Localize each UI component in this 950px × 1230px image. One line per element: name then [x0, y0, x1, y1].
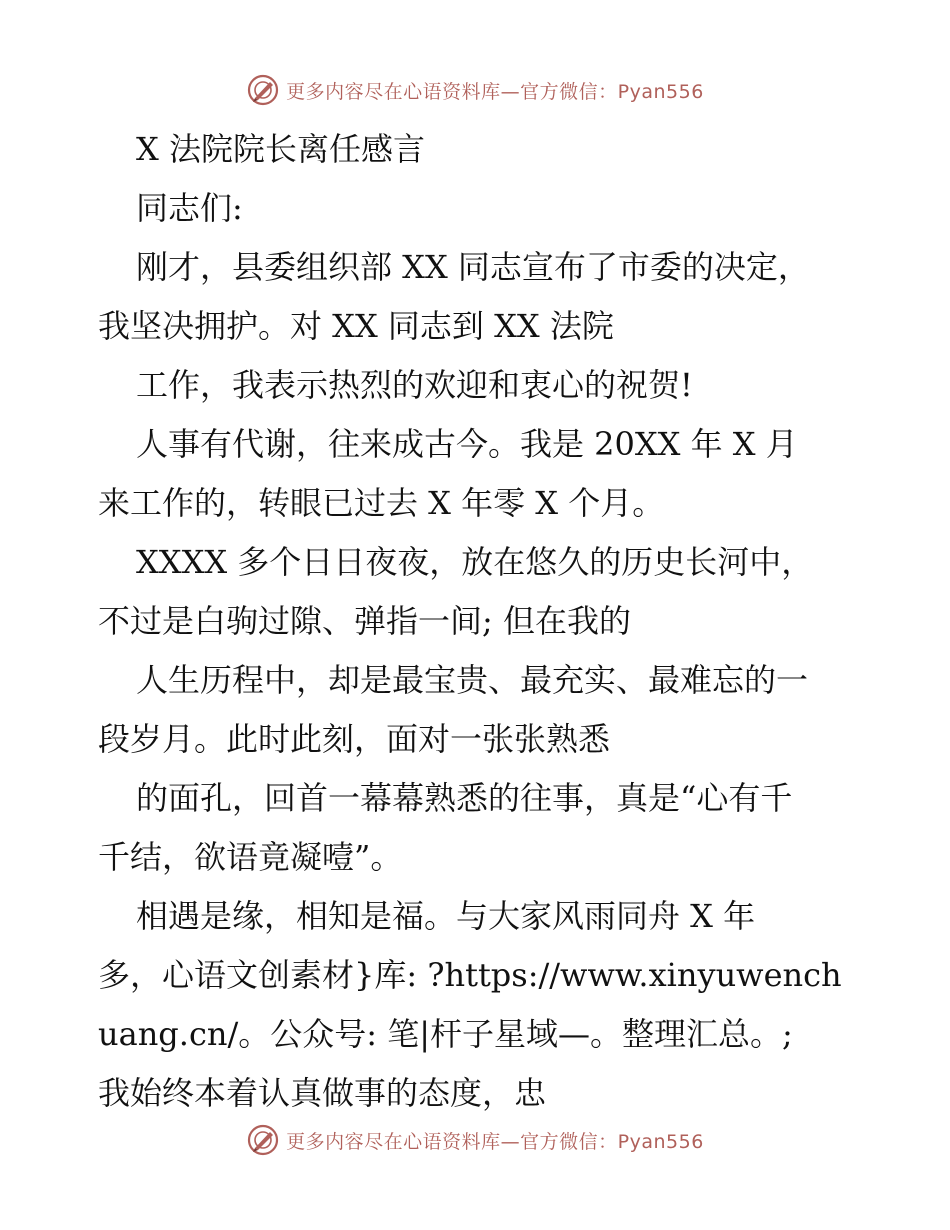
- text-line: 不过是白驹过隙、弹指一间; 但在我的: [98, 602, 631, 640]
- text-line: 相遇是缘，相知是福。与大家风雨同舟 X 年: [136, 897, 756, 935]
- watermark-text: 更多内容尽在心语资料库—官方微信：Pyan556: [286, 80, 704, 103]
- text-line: 人生历程中，却是最宝贵、最充实、最难忘的一: [136, 661, 809, 699]
- document-title: X 法院院长离任感言: [136, 130, 425, 168]
- text-line: 工作，我表示热烈的欢迎和衷心的祝贺!: [136, 366, 693, 404]
- salutation: 同志们:: [136, 189, 243, 227]
- text-line: uang.cn/。公众号: 笔|杆子星域—。整理汇总。;: [98, 1015, 793, 1053]
- text-line: 千结，欲语竟凝噎”。: [98, 838, 403, 876]
- text-line: 多，心语文创素材}库: ?https://www.xinyuwench: [98, 956, 842, 994]
- text-line: XXXX 多个日日夜夜，放在悠久的历史长河中，: [136, 543, 814, 581]
- watermark-text: 更多内容尽在心语资料库—官方微信：Pyan556: [286, 1130, 704, 1153]
- text-line: 段岁月。此时此刻，面对一张张熟悉: [98, 720, 611, 758]
- watermark-banner-top: [0, 70, 950, 110]
- pen-logo-icon: [246, 1123, 280, 1157]
- document-body: [98, 120, 858, 1123]
- text-line: 的面孔，回首一幕幕熟悉的往事，真是“心有千: [136, 779, 793, 817]
- text-line: 我始终本着认真做事的态度，忠: [98, 1074, 547, 1112]
- text-line: 我坚决拥护。对 XX 同志到 XX 法院: [98, 307, 614, 345]
- pen-logo-icon: [246, 73, 280, 107]
- text-line: 来工作的，转眼已过去 X 年零 X 个月。: [98, 484, 665, 522]
- text-line: 刚才，县委组织部 XX 同志宣布了市委的决定，: [136, 248, 810, 286]
- text-line: 人事有代谢，往来成古今。我是 20XX 年 X 月: [136, 425, 798, 463]
- watermark-banner-bottom: [0, 1120, 950, 1160]
